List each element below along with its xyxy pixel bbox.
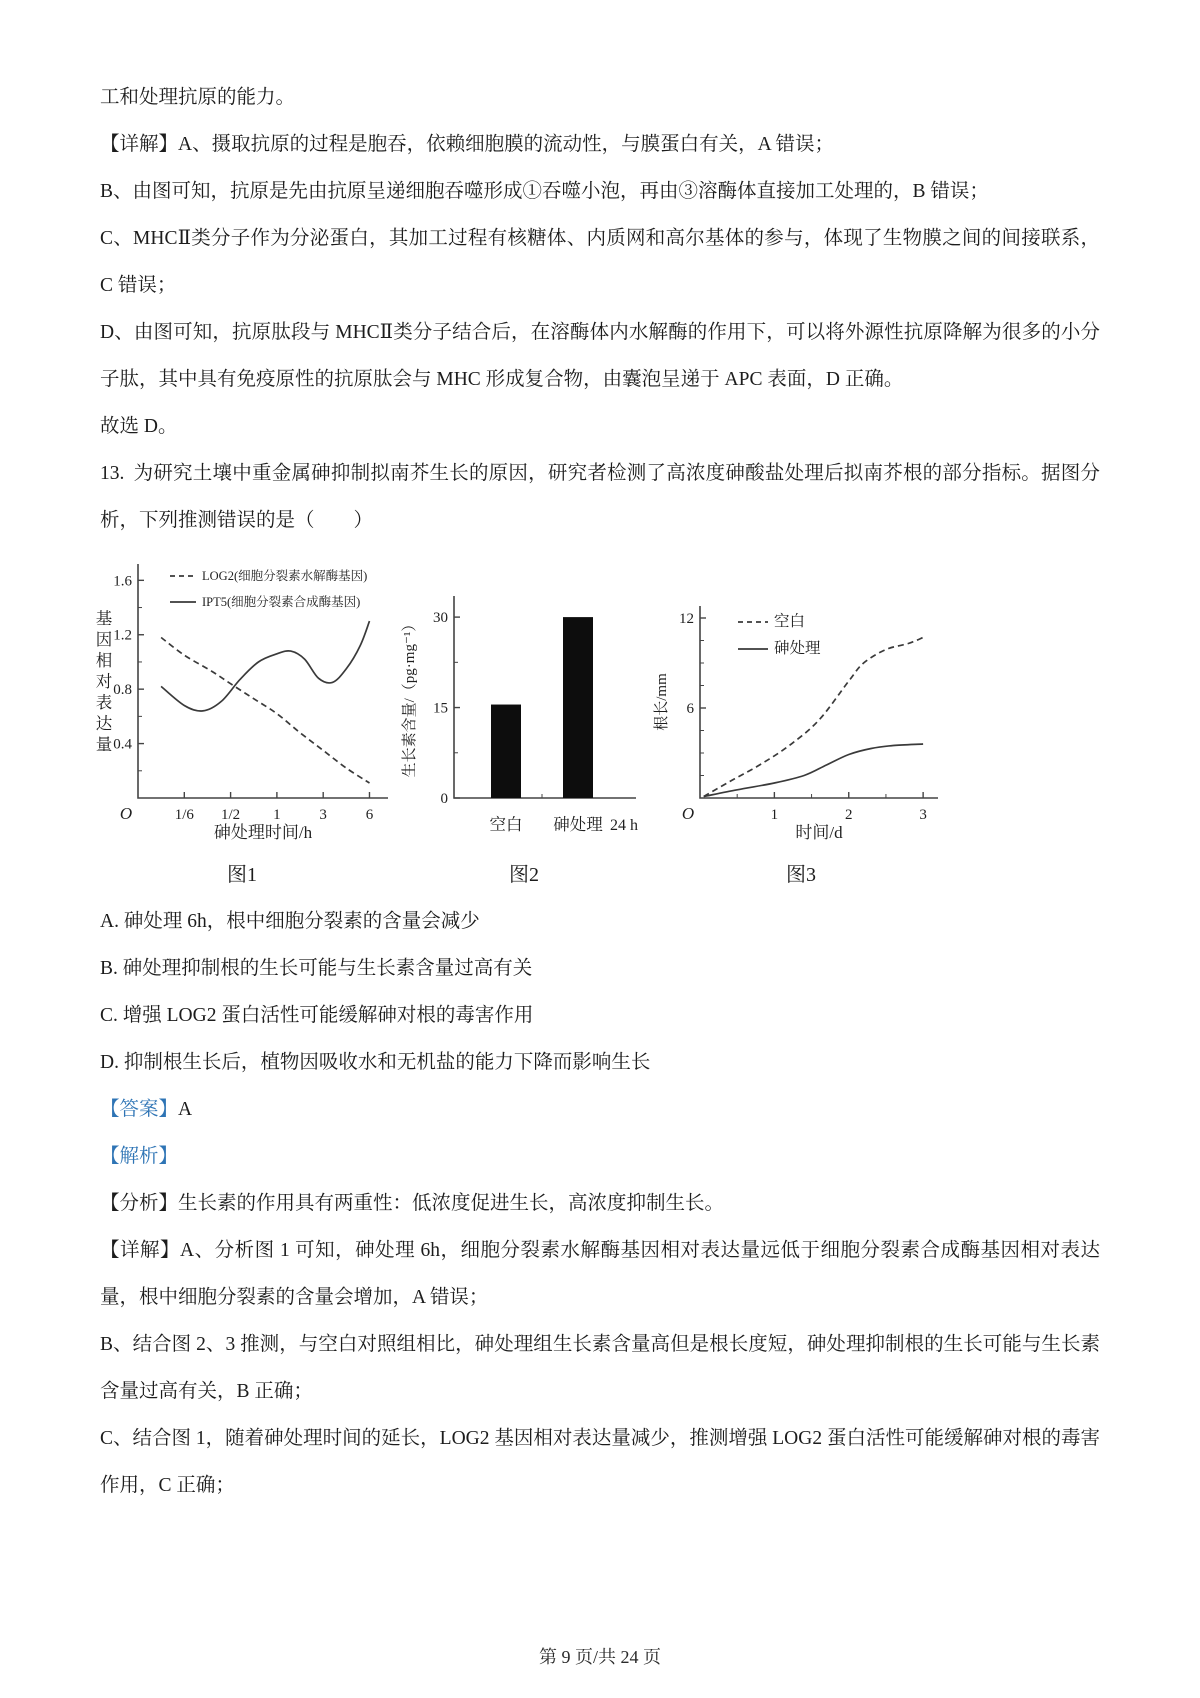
svg-text:表: 表 xyxy=(95,693,113,712)
svg-text:0: 0 xyxy=(440,791,448,807)
svg-text:1/6: 1/6 xyxy=(174,807,194,823)
svg-text:基: 基 xyxy=(95,609,113,628)
figure-2 xyxy=(398,550,650,888)
question-stem: 为研究土壤中重金属砷抑制拟南芥生长的原因，研究者检测了高浓度砷酸盐处理后拟南芥根的部分指标。据图分析，下列推测错误的是（ ） xyxy=(100,463,1100,531)
svg-text:0.4: 0.4 xyxy=(113,736,132,753)
analysis-line xyxy=(100,1180,1100,1227)
detail-line-b: B、结合图 2、3 推测，与空白对照组相比，砷处理组生长素含量高但是根长度短，砷处理抑制根的生长可能与生长素含量过高有关，B 正确； xyxy=(100,1334,1100,1402)
svg-text:砷处理: 砷处理 xyxy=(553,815,603,834)
figure-1-line-chart xyxy=(86,550,398,852)
svg-text:3: 3 xyxy=(919,807,927,823)
figure-3-caption: 图3 xyxy=(786,864,816,886)
svg-text:LOG2(细胞分裂素水解酶基因): LOG2(细胞分裂素水解酶基因) xyxy=(202,569,368,583)
svg-text:时间/d: 时间/d xyxy=(795,823,843,842)
paragraph: 【详解】A、摄取抗原的过程是胞吞，依赖细胞膜的流动性，与膜蛋白有关，A 错误； xyxy=(100,134,834,155)
option-d: D. 抑制根生长后，植物因吸收水和无机盐的能力下降而影响生长 xyxy=(100,1052,651,1073)
svg-text:6: 6 xyxy=(686,701,694,717)
answer-value: A xyxy=(178,1099,193,1120)
option-c: C. 增强 LOG2 蛋白活性可能缓解砷对根的毒害作用 xyxy=(100,1005,534,1026)
page-footer: 第 9 页/共 24 页 xyxy=(538,1647,661,1667)
svg-text:2: 2 xyxy=(845,807,853,823)
svg-text:相: 相 xyxy=(95,651,113,670)
figure-1 xyxy=(86,550,398,888)
answer-label: 【答案】 xyxy=(100,1099,179,1120)
detail-label: 【详解】 xyxy=(100,1240,181,1261)
svg-text:15: 15 xyxy=(433,700,448,717)
svg-text:砷处理: 砷处理 xyxy=(774,640,821,657)
svg-text:对: 对 xyxy=(95,672,113,691)
question-number: 13. xyxy=(100,463,125,484)
paragraph: C、MHCⅡ类分子作为分泌蛋白，其加工过程有核糖体、内质网和高尔基体的参与，体现了生物膜之间的间接联系，C 错误； xyxy=(100,228,1100,296)
option-a: A. 砷处理 6h，根中细胞分裂素的含量会减少 xyxy=(100,911,480,932)
figure-3 xyxy=(650,550,952,888)
detail-line-c: C、结合图 1，随着砷处理时间的延长，LOG2 基因相对表达量减少，推测增强 LOG2 蛋白活性可能缓解砷对根的毒害作用，C 正确； xyxy=(100,1428,1100,1496)
svg-text:1/2: 1/2 xyxy=(221,807,241,823)
svg-text:6: 6 xyxy=(365,807,374,823)
paragraph: 工和处理抗原的能力。 xyxy=(100,87,296,108)
svg-text:空白: 空白 xyxy=(774,613,806,630)
svg-text:1: 1 xyxy=(273,807,281,823)
svg-text:生长素含量/（pg·mg⁻¹）: 生长素含量/（pg·mg⁻¹） xyxy=(402,616,418,778)
svg-text:1.6: 1.6 xyxy=(113,573,132,590)
svg-text:空白: 空白 xyxy=(489,815,523,834)
paragraph: 故选 D。 xyxy=(100,416,178,437)
svg-text:O: O xyxy=(119,804,133,823)
svg-text:12: 12 xyxy=(679,611,694,627)
figure-3-line-chart xyxy=(650,550,952,852)
answer-line xyxy=(100,1086,1100,1133)
svg-text:0.8: 0.8 xyxy=(113,682,132,699)
option-b: B. 砷处理抑制根的生长可能与生长素含量过高有关 xyxy=(100,958,533,979)
figure-2-bar-chart xyxy=(398,550,650,852)
paragraph: D、由图可知，抗原肽段与 MHCⅡ类分子结合后，在溶酶体内水解酶的作用下，可以将外源性抗原降解为很多的小分子肽，其中具有免疫原性的抗原肽会与 MHC 形成复合物，由囊泡呈递于 APC 表面，D 正确。 xyxy=(100,322,1100,390)
svg-text:1: 1 xyxy=(770,807,779,823)
svg-text:IPT5(细胞分裂素合成酶基因): IPT5(细胞分裂素合成酶基因) xyxy=(202,595,361,609)
svg-text:砷处理时间/h: 砷处理时间/h xyxy=(213,823,313,842)
figure-1-caption: 图1 xyxy=(227,864,257,886)
svg-text:30: 30 xyxy=(433,610,448,627)
analysis-label: 【分析】 xyxy=(100,1193,179,1214)
detail-line-a: 【详解】A、分析图 1 可知，砷处理 6h，细胞分裂素水解酶基因相对表达量远低于细胞分裂素合成酶基因相对表达量，根中细胞分裂素的含量会增加，A 错误； xyxy=(100,1240,1100,1308)
svg-text:1.2: 1.2 xyxy=(113,627,132,644)
question-13 xyxy=(100,450,1100,544)
figure-2-caption: 图2 xyxy=(509,864,539,886)
analysis-header: 【解析】 xyxy=(100,1146,179,1167)
svg-text:根长/mm: 根长/mm xyxy=(654,673,670,731)
svg-text:达: 达 xyxy=(95,714,113,733)
svg-text:因: 因 xyxy=(95,630,113,649)
svg-text:量: 量 xyxy=(95,735,113,754)
paragraph: B、由图可知，抗原是先由抗原呈递细胞吞噬形成①吞噬小泡，再由③溶酶体直接加工处理的，B 错误； xyxy=(100,181,989,202)
figure-row xyxy=(86,550,1100,888)
svg-text:O: O xyxy=(681,804,695,823)
svg-text:24 h: 24 h xyxy=(610,817,638,834)
svg-text:3: 3 xyxy=(319,807,327,823)
analysis-text: 生长素的作用具有两重性：低浓度促进生长，高浓度抑制生长。 xyxy=(178,1193,725,1214)
